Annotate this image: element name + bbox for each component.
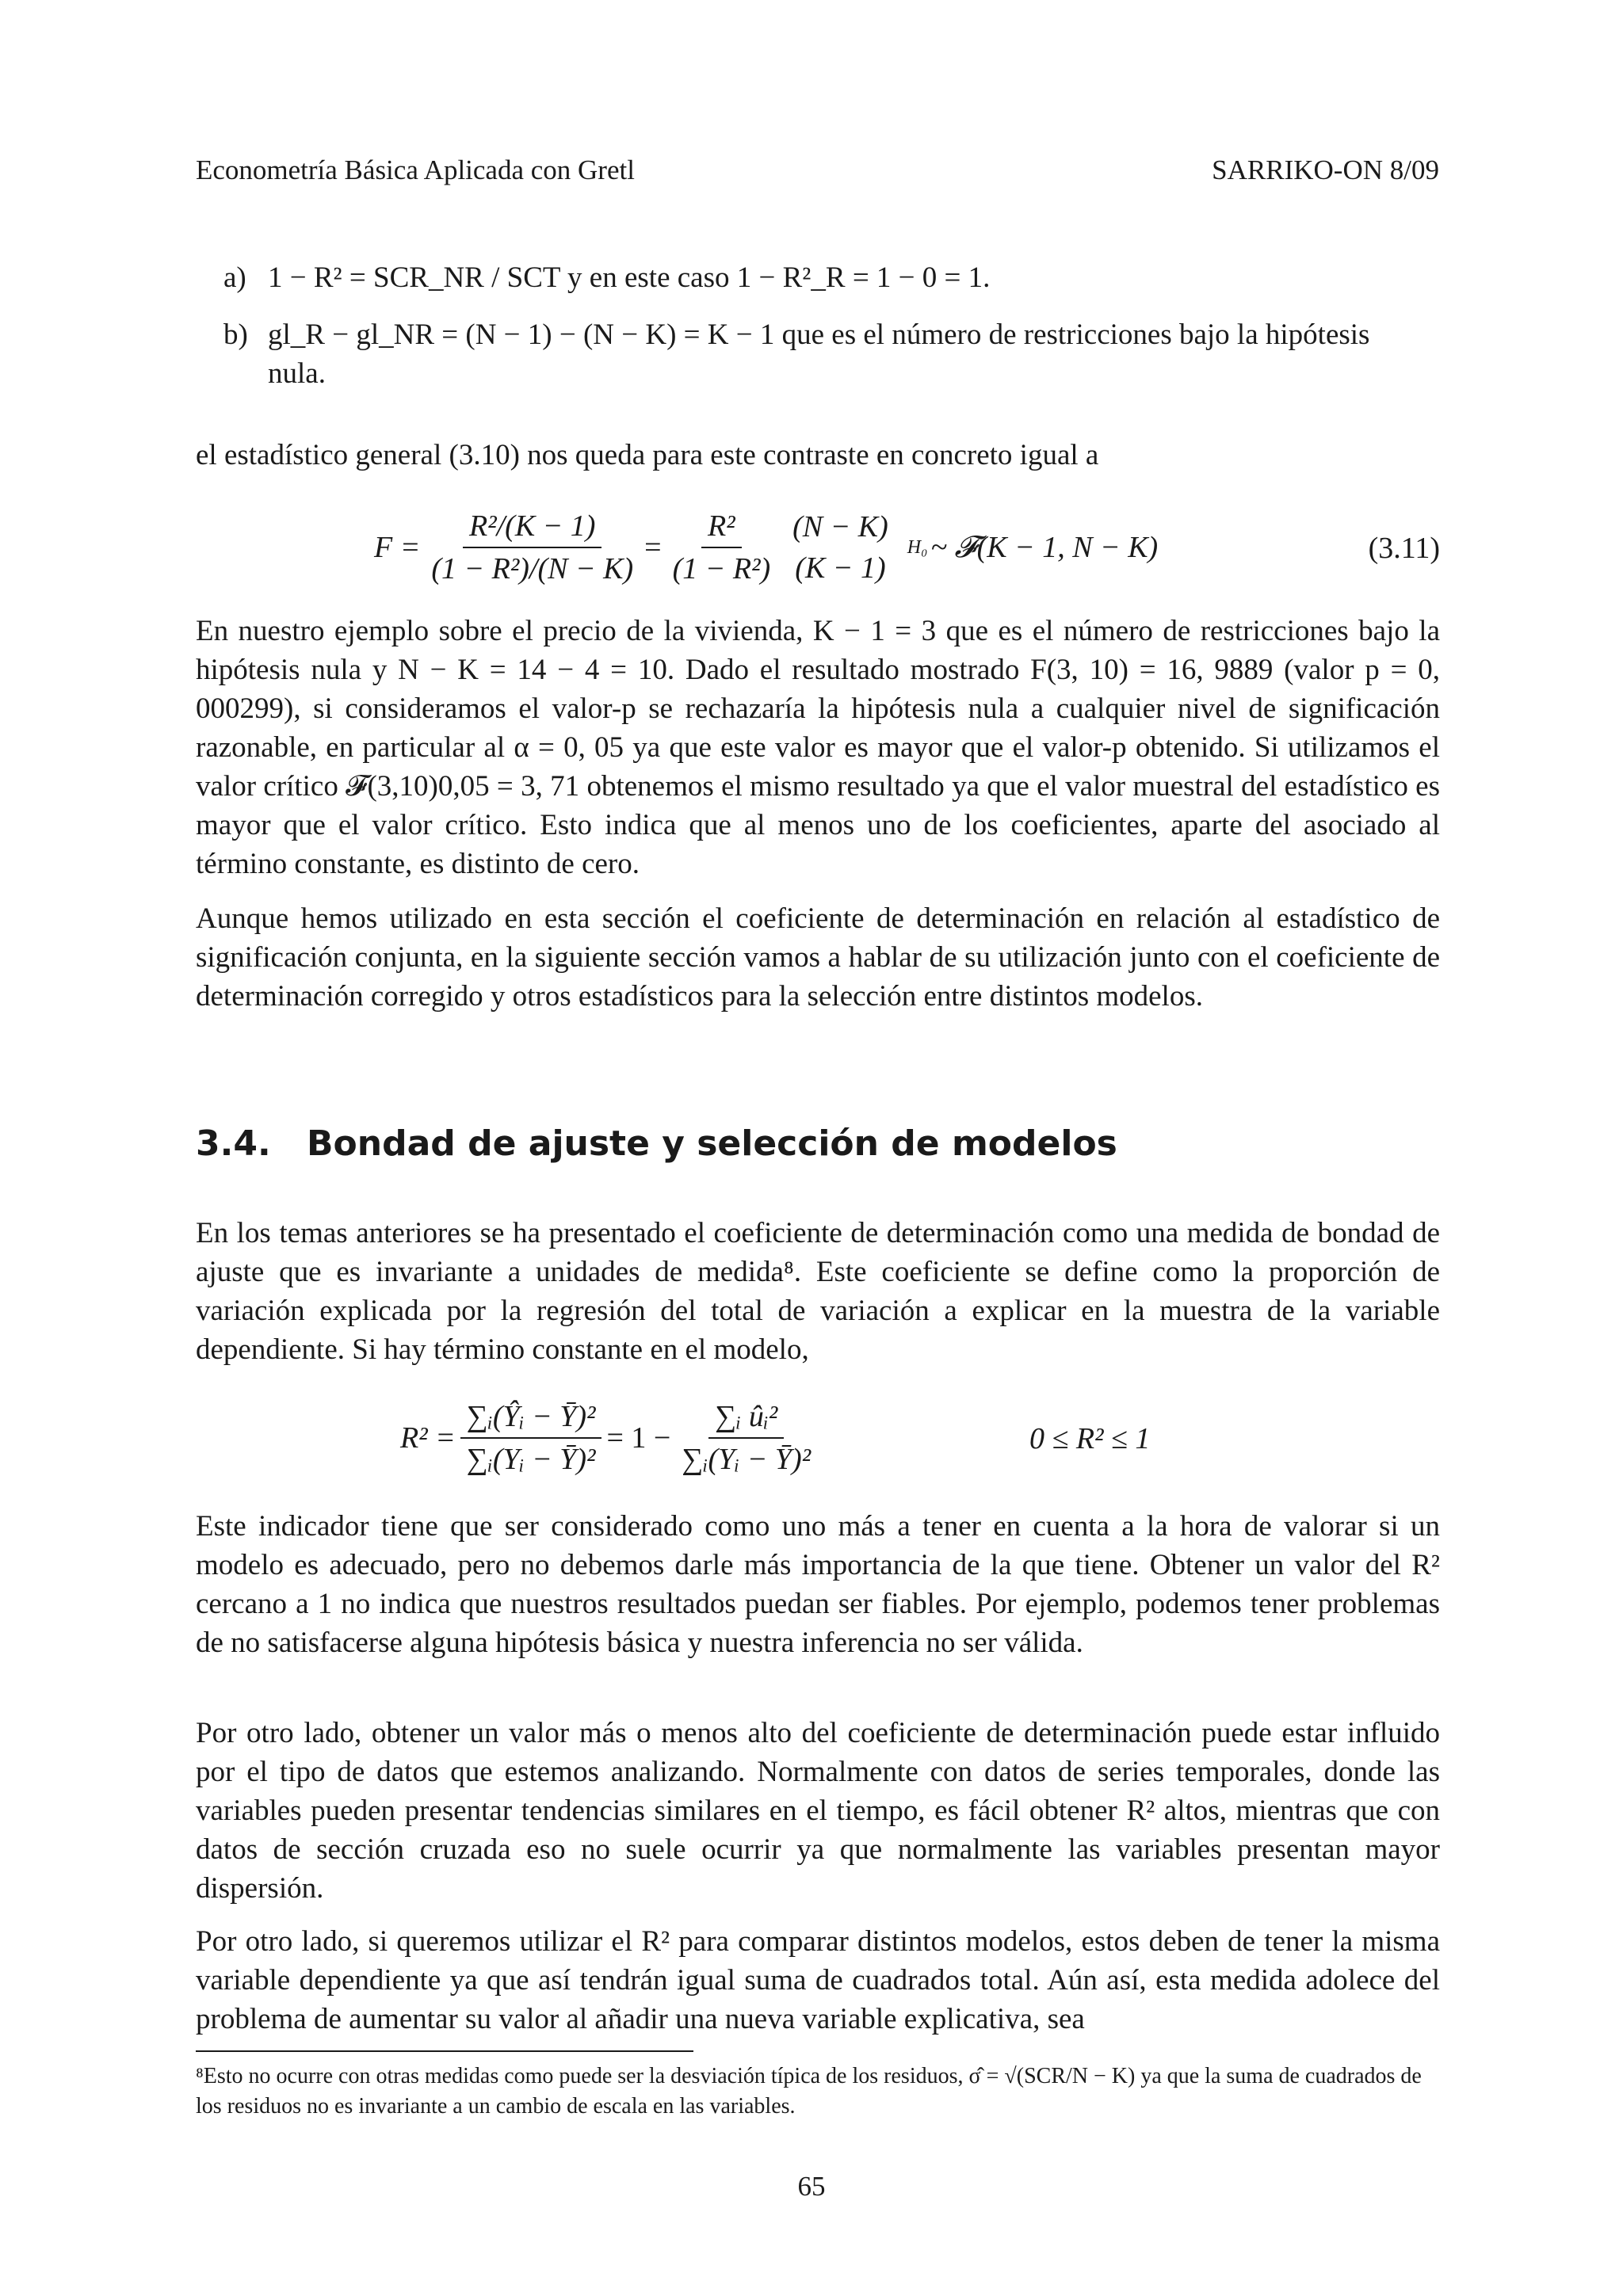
eq-lhs: F = (374, 531, 421, 564)
footnote-rule (196, 2050, 693, 2052)
running-header-left: Econometría Básica Aplicada con Gretl (196, 154, 635, 185)
eq-distribution: ~ 𝓕(K − 1, N − K) (930, 531, 1159, 564)
eq-fraction-1: $\frac{\text{R²/(K − 1)}}{\text{(1 − R²)/(N − K)}}$ (431, 509, 634, 585)
eq-fraction-explained: $\frac{\text{∑ᵢ(Ŷᵢ − Ȳ)²}}{\text{∑ᵢ(Yᵢ − Ȳ)²}}$ (460, 1399, 602, 1477)
section-heading (196, 1123, 1117, 1164)
paragraph-bondad: En los temas anteriores se ha presentado el coeficiente de determinación como una medida de bondad de ajuste que es invariante a unidades de medida⁸. Este coeficiente se define como la proporción de variación explicada por la regresión del total de variación a explicar en la muestra de la variable dependiente. Si hay término constante en el modelo, (196, 1217, 1440, 1366)
section-title: Bondad de ajuste y selección de modelos (307, 1123, 1117, 1164)
list-label: a) (223, 261, 246, 294)
eq-fraction-2: $\frac{\text{R²}}{\text{(1 − R²)}}$ (672, 509, 771, 585)
footnote-8: ⁸Esto no ocurre con otras medidas como puede ser la desviación típica de los residuos, σ̂ = √(SCR/N − K) ya que la suma de cuadrados de los residuos no es invariante a un cambio de escala en las variables. (196, 2064, 1422, 2119)
list-item-b (223, 315, 1440, 393)
eq-lhs: R² = (400, 1421, 456, 1455)
equation-3-11 (196, 504, 1440, 591)
paragraph-example: En nuestro ejemplo sobre el precio de la vivienda, K − 1 = 3 que es el número de restricciones bajo la hipótesis nula y N − K = 14 − 4 = 10. Dado el resultado mostrado F(3, 10) = 16, 9889 (valor p = 0, 000299), si consideramos el valor-p se rechazaría la hipótesis nula a cualquier nivel de significación razonable, en particular al α = 0, 05 ya que este valor es mayor que el valor-p obtenido. Si utilizamos el valor crítico 𝓕(3,10)0,05 = 3, 71 obtenemos el mismo resultado ya que el valor muestral del estadístico es mayor que el valor crítico. Esto indica que al menos uno de los coeficientes, aparte del asociado al término constante, es distinto de cero. (196, 615, 1440, 880)
section-number: 3.4. (196, 1123, 271, 1164)
list-label: b) (223, 318, 248, 351)
equation-number: (3.11) (1368, 532, 1440, 565)
paragraph-comparison: Por otro lado, si queremos utilizar el R² para comparar distintos modelos, estos deben de tener la misma variable dependiente ya que así tendrán igual suma de cuadrados total. Aún así, esta medida adolece del problema de aumentar su valor al añadir una nueva variable explicativa, sea (196, 1925, 1440, 2035)
list-text: gl_R − gl_NR = (N − 1) − (N − K) = K − 1 que es el número de restricciones bajo la hipótesis (268, 318, 1370, 351)
eq-middle: = 1 − (606, 1421, 671, 1455)
paragraph-data-type: Por otro lado, obtener un valor más o menos alto del coeficiente de determinación puede estar influido por el tipo de datos que estemos analizando. Normalmente con datos de series temporales, donde las variables pueden presentar tendencias similares en el tiempo, es fácil obtener R² altos, mientras que con datos de sección cruzada eso no suele ocurrir ya que normalmente las variables presentan mayor dispersión. (196, 1717, 1440, 1905)
eq-equals: = (644, 531, 662, 564)
eq-fraction-3: (N − K) (K − 1) (792, 510, 888, 585)
running-header-right: SARRIKO-ON 8/09 (1212, 154, 1439, 185)
paragraph-summary: Aunque hemos utilizado en esta sección el coeficiente de determinación en relación al estadístico de significación conjunta, en la siguiente sección vamos a hablar de su utilización junto con el coeficiente de determinación corregido y otros estadísticos para la selección entre distintos modelos. (196, 902, 1440, 1013)
eq-distribution-symbol: H₀ (907, 536, 928, 558)
equation-r2 (196, 1394, 1440, 1482)
paragraph-indicator: Este indicador tiene que ser considerado como uno más a tener en cuenta a la hora de valorar si un modelo es adecuado, pero no debemos darle más importancia de la que tiene. Obtener un valor del R² cercano a 1 no indica que nuestros resultados puedan ser fiables. Por ejemplo, podemos tener problemas de no satisfacerse alguna hipótesis básica y nuestra inferencia no ser válida. (196, 1510, 1440, 1659)
paragraph-intro: el estadístico general (3.10) nos queda para este contraste en concreto igual a (196, 439, 1099, 471)
list-text-continued: nula. (268, 357, 326, 390)
eq-fraction-residual: $\frac{\text{∑ᵢ ûᵢ²}}{\text{∑ᵢ(Yᵢ − Ȳ)²}}$ (682, 1400, 812, 1476)
list-item-a (223, 258, 1440, 297)
list-text: 1 − R² = SCR_NR / SCT y en este caso 1 − R²_R = 1 − 0 = 1. (268, 261, 991, 294)
page-number: 65 (797, 2171, 826, 2202)
eq-range: 0 ≤ R² ≤ 1 (1029, 1422, 1151, 1455)
